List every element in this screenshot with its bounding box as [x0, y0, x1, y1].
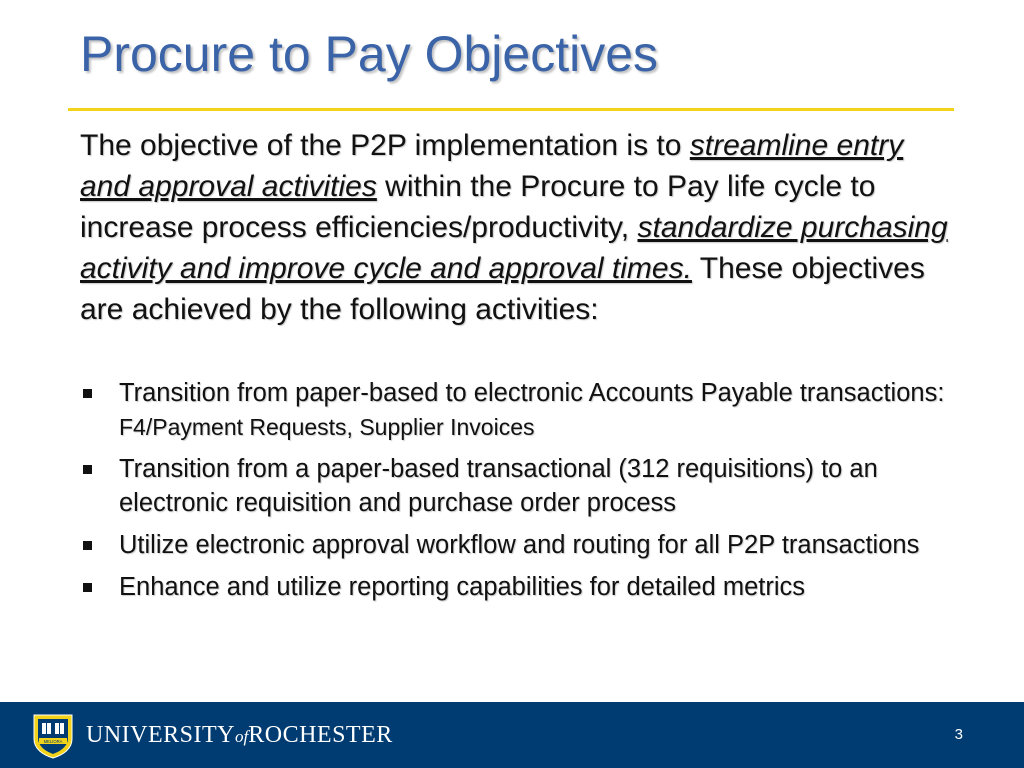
wordmark-part-2: ROCHESTER [248, 722, 393, 748]
list-item-text: Transition from paper-based to electronic Accounts Payable transactions: [119, 379, 945, 407]
list-item-detail: F4/Payment Requests, Supplier Invoices [119, 414, 535, 440]
page-number: 3 [954, 726, 963, 743]
square-bullet-icon [83, 389, 92, 398]
list-item [80, 528, 960, 562]
footer-bar [0, 702, 1024, 768]
intro-text-2: within the Procure to Pay life cycle to increase process efficiencies/productivity, [80, 170, 876, 244]
square-bullet-icon [83, 465, 92, 474]
list-item [80, 570, 960, 604]
slide-title: Procure to Pay Objectives [80, 26, 659, 82]
list-item [80, 452, 960, 520]
university-seal-icon [30, 711, 76, 759]
wordmark-part-1: UNIVERSITY [86, 722, 235, 748]
intro-emphasis-1: streamline entry and approval activities [80, 129, 904, 203]
university-wordmark [86, 720, 393, 752]
intro-text-3: These objectives are achieved by the following activities: [80, 252, 925, 326]
list-item [80, 376, 960, 444]
list-item-text: Enhance and utilize reporting capabilities for detailed metrics [119, 573, 806, 601]
intro-text-1: The objective of the P2P implementation is to [80, 129, 690, 162]
list-item-text: Utilize electronic approval workflow and routing for all P2P transactions [119, 531, 920, 559]
list-item-text: Transition from a paper-based transactional (312 requisitions) to an electronic requisition and purchase order process [119, 455, 878, 517]
seal-motto: MELIORA [43, 739, 63, 744]
square-bullet-icon [83, 583, 92, 592]
intro-paragraph [80, 125, 960, 330]
wordmark-of: of [235, 727, 249, 746]
square-bullet-icon [83, 541, 92, 550]
objectives-list [80, 376, 960, 612]
title-divider [68, 108, 954, 111]
intro-emphasis-2: standardize purchasing activity and improve cycle and approval times. [80, 211, 948, 285]
